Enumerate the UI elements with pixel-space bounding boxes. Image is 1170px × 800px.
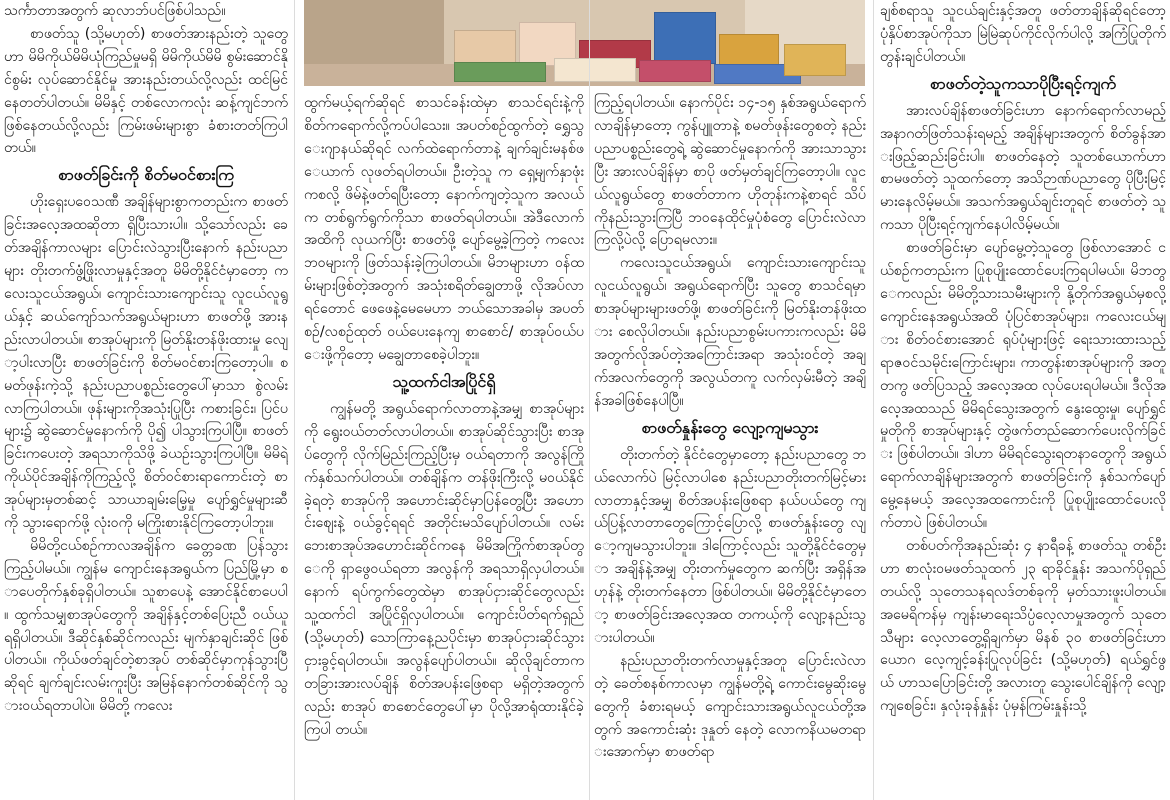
paragraph: မိမိတို့ငယ်စဉ်ကာလအချိန်က ခေတ္တခဏ ပြန်သွားကြည့်ပါမယ်။ ကျွန်မ ကျောင်းနေအရွယ်က ပြည်မြို့မှာ စာပေတိုက်နှစ်ခုရှိပါတယ်။ သူစာပေနဲ့ အောင်နိုင်စာပေပါ။ ထွက်သမျှစာအုပ်တွေကို အချိန်နှင့်တစ်ပြေးညီ ဝယ်ယူရရှိပါတယ်။ ဒီဆိုင်နှစ်ဆိုင်ကလည်း မျက်နှာချင်းဆိုင် ဖြစ်ပါတယ်။ ကိုယ်ဖတ်ချင်တဲ့စာအုပ် တစ်ဆိုင်မှာကုန်သွားပြီဆိုရင် ချက်ချင်းလမ်းကူးပြီး အမြန်နောက်တစ်ဆိုင်ကို သွားဝယ်ရတာပါပဲ။ မိမိတို့ ကလေး <box>4 537 288 715</box>
paragraph: နည်းပညာတိုးတက်လာမှုနှင့်အတူ ပြောင်းလဲလာတဲ့ ခေတ်စနစ်ကာလမှာ ကျွန်မတို့ရဲ့ ကောင်းမွေဆိုးမွေတွေကို ခံစားရမယ့် ကျောင်းသားအရွယ်လူငယ်တို့အတွက် အကောင်းဆုံး ဒုနှုတ် နေတဲ့ လောကနိယမတရားအောက်မှာ စာဖတ်ရာ <box>594 652 866 761</box>
column-divider <box>873 0 874 800</box>
section-heading: သူ့ထက်ငါအပြိုင်ရှိ <box>392 371 496 391</box>
paragraph: စာဖတ်သူ (သို့မဟုတ်) စာဖတ်အားနည်းတဲ့ သူတွေဟာ မိမိကိုယ်မိမိယုံကြည်မှုမရှိ မိမိကိုယ်မိမိ စွမ်းဆောင်နိုင်စွမ်း လုပ်ဆောင်နိုင်မှု အားနည်းတယ်လို့လည်း ထင်မြင်နေတတ်ပါတယ်။ မိမိနှင့် တစ်လောကလုံး ဆန့်ကျင်ဘက်ဖြစ်နေတယ်လို့လည်း ကြမ်းဖမ်းများစွာ ခံစားတတ်ကြပါတယ်။ <box>4 25 288 157</box>
paragraph: ကလေးသူငယ်အရွယ်၊ ကျောင်းသားကျောင်းသူ လူငယ်လူရွယ်၊ အရွယ်ရောက်ပြီး သူတွေ စာသင်ရမှာ စာအုပ်များများဖတ်ဖို့၊ စာဖတ်ခြင်းကို မြတ်နိုးတန်ဖိုးထား စေလိုပါတယ်။ နည်းပညာစွမ်းပကားကလည်း မိမိအတွက်လိုအပ်တဲ့အကြောင်းအရာ အသုံးဝင်တဲ့ အချက်အလက်တွေကို အလွယ်တကူ လက်လှမ်းမီတဲ့ အချိန်အခါဖြစ်နေပါပြီ။ <box>594 255 866 409</box>
book-stack <box>454 30 516 66</box>
book-stack <box>639 60 711 82</box>
book-stack <box>454 62 546 82</box>
paragraph: ကြည့်ရပါတယ်။ နောက်ပိုင်း ၁၄-၁၅ နှစ်အရွယ်ရောက်လာချိန်မှာတော့ ကွန်ပျူတာနဲ့ စမတ်ဖုန်းတွေစတဲ့ နည်းပညာပစ္စည်းတွေရဲ့ ဆွဲဆောင်မှုနောက်ကို အားသာသွားပြီး အားလပ်ချိန်မှာ စာပို ဖတ်မှတ်ချင်ကြတော့ပါ။ လူငယ်လူရွယ်တွေ စာဖတ်တာက ဟိုတုန်းကနဲ့စာရင် သိပ်ကိုနည်းသွားကြပြီ ဘဝနေထိုင်မှုပုံစံတွေ ပြောင်းလဲလာကြလို့ပဲလို့ ပြောရမလား။ <box>594 95 866 249</box>
book-stack <box>719 34 779 68</box>
paragraph: ကျွန်မတို့ အရွယ်ရောက်လာတာနဲ့အမျှ စာအုပ်များကို ရွေးဝယ်တတ်လာပါတယ်။ စာအုပ်ဆိုင်သွားပြီး စာအုပ်တွေကို လိုက်မြည်းကြည့်ပြီးမှ ဝယ်ရတာကို အလွန်ကြိုက်နှစ်သက်ပါတယ်။ တစ်ချိန်က တန်ဖိုးကြီးလို့ မဝယ်နိုင်ခဲ့ရတဲ့ စာအုပ်ကို အဟောင်းဆိုင်မှာပြန်တွေ့ပြီး အဟောင်းစျေးနဲ့ ဝယ်ခွင့်ရရင် အတိုင်းမသိပျော်ပါတယ်။ လမ်းဘေးစာအုပ်အဟောင်းဆိုင်ကနေ မိမိအကြိုက်စာအုပ်တွေကို ရှာဖွေဝယ်ရတာ အလွန်ကို အရသာရှိလှပါတယ်။ နောက် ရပ်ကွက်တွေထဲမှာ စာအုပ်ငှားဆိုင်တွေလည်း သူ့ထက်ငါ အပြိုင်ရှိလှပါတယ်။ ကျောင်းပိတ်ရက်ရှည် (သို့မဟုတ်) သောကြာနေ့ညပိုင်းမှာ စာအုပ်ငှားဆိုင်သွားငှားခွင့်ရပါတယ်။ အလွန်ပျော်ပါတယ်။ ဆိုလိုချင်တာက တခြားအားလပ်ချိန် စိတ်အပန်းဖြေစရာ မရှိတဲ့အတွက်လည်း စာအုပ် စာစောင်တွေပေါ်မှာ ပိုလို့အာရုံထားနိုင်ခဲ့ကြပါ တယ်။ <box>304 400 584 738</box>
bookstall-photo <box>304 0 865 86</box>
column-divider <box>589 0 590 800</box>
paragraph: အားလပ်ချိန်စာဖတ်ခြင်းဟာ နောက်ရောက်လာမည့် အနာဂတ်ဖြတ်သန်းရမည့် အချိန်များအတွက် စိတ်ခွန်အားဖြည့်ဆည်းခြင်းပါ။ စာဖတ်နေတဲ့ သူတစ်ယောက်ဟာ စာမဖတ်တဲ့ သူထက်တော့ အသိဉာဏ်ပညာတွေ ပိုပြီးမြင့်မားနေလိမ့်မယ်။ အသက်အရွယ်ချင်းတူရင် စာဖတ်တဲ့ သူကသာ ပိုပြီးရင့်ကျက်နေပါလိမ့်မယ်။ <box>880 102 1166 234</box>
section-heading: စာဖတ်တဲ့သူကသာပိုပြီးရင့်ကျက် <box>930 73 1116 93</box>
paragraph: ဟိုးရှေးပဝေသဏီ အချိန်များစွာကတည်းက စာဖတ်ခြင်းအလေ့အထဆိုတာ ရှိပြီးသားပါ။ သို့သော်လည်း ခေတ်အချိန်ကာလများ ပြောင်းလဲသွားပြီးနောက် နည်းပညာများ တိုးတက်ဖွံ့ဖြိုးလာမှုနှင့်အတူ မိမိတို့နိုင်ငံမှာတော့ ကလေးသူငယ်အရွယ်၊ ကျောင်းသားကျောင်းသူ လူငယ်လူရွယ်နှင့် ဆယ်ကျော်သက်အရွယ်များဟာ စာဖတ်ဖို့ အားနည်းလာပါတယ်။ စာအုပ်များကို မြတ်နိုးတန်ဖိုးထားမှု လျော့ပါးလာပြီး စာဖတ်ခြင်းကို စိတ်မဝင်စားကြတော့ပါ။ စမတ်ဖုန်းကဲ့သို့ နည်းပညာပစ္စည်းတွေပေါ်မှာသာ စွဲလမ်းလာကြပါတယ်။ ဖုန်းများကိုအသုံးပြုပြီး ကစားခြင်း၊ ပြင်ပများ၌ ဆွဲဆောင်မှုနောက်ကို ပို၍ ပါသွားကြပါပြီ။ စာဖတ်ခြင်းကပေးတဲ့ အရသာကိုသိဖို့ ခဲယဉ်းသွားကြပါပြီ။ မိမိရဲ့ ကိုယ်ပိုင်အချိန်ကိုကြည့်လို့ စိတ်ဝင်စားရာကောင်းတဲ့ စာအုပ်များမှတစ်ဆင့် သာယာချမ်းမြေ့မှု ပျော်ရွှင်မှုများဆီကို သွားရောက်ဖို့ လုံးဝကို မကြိုးစားနိုင်ကြတော့ပါဘူး။ <box>4 194 288 532</box>
section-heading: စာဖတ်ခြင်းကို စိတ်မဝင်စားကြ <box>58 165 234 185</box>
column-1 <box>4 0 288 800</box>
paragraph: သင်္ကာတာအတွက် ဆုလာဘ်ပင်ဖြစ်ပါသည်။ <box>4 3 226 19</box>
column-4 <box>880 0 1166 800</box>
book-stack <box>554 58 636 82</box>
paragraph: ထွက်မယ့်ရက်ဆိုရင် စာသင်ခန်းထဲမှာ စာသင်ရင်းနဲ့ကို စိတ်ကရောက်လို့ကပ်ပါသေး။ အပတ်စဉ်ထွက်တဲ့ ရွှေသွေးဂျာနယ်ဆိုရင် လက်ထဲရောက်တာနဲ့ ချက်ချင်းမနစ်ဖေယာက် လုဖတ်ရပါတယ်။ ဦးတဲ့သူ က ရှေ့မျက်နှာဖုံးကစလို့ ဖိမ်နဲ့ဖတ်ရပြီးတော့ နောက်ကျတဲ့သူက အလယ်က တစ်ရွက်ရွက်ကိုသာ စာဖတ်ရပါတယ်။ အဲဒီလောက်အထိကို လုယက်ပြီး စာဖတ်ဖို့ ပျော်မွေ့ခဲ့ကြတဲ့ ကလေးဘဝများကို ဖြတ်သန်းခဲ့ကြပါတယ်။ မိဘများဟာ ဝန်ထမ်းများဖြစ်တဲ့အတွက် အသုံးစရိတ်ချွေတာဖို့ လိုအပ်လာရင်တောင် ဖေဖေနဲ့မေမေဟာ ဘယ်သောအခါမှ အပတ်စဉ်/လစဉ်ထုတ် ဝယ်ပေးနေကျ စာစောင်/ စာအုပ်ဝယ်ပေးဖို့ကိုတော့ မချွေတာစေခဲ့ပါဘူး။ <box>304 95 584 363</box>
paragraph: တစ်ပတ်ကိုအနည်းဆုံး ၄ နာရီခန့် စာဖတ်သူ တစ်ဦးဟာ စာလုံးဝမဖတ်သူထက် ၂၃ ရာခိုင်နှုန်း အသက်ပိုရှည်တယ်လို့ သုတေသနရလဒ်တစ်ခုကို မှတ်သားဖူးပါတယ်။ အမေရိကန်မှ ကျန်းမာရေးသိပ္ပံလေ့လာမှုအတွက် သုတေသီများ လေ့လာတွေ့ရှိချက်မှာ မိနစ် ၃၀ စာဖတ်ခြင်းဟာ ယောဂ လေ့ကျင့်ခန်းပြုလုပ်ခြင်း (သို့မဟုတ်) ရယ်ရွှင်ဖွယ် ဟာသပြောခြင်းတို့ အလားတူ သွေးပေါင်ချိန်ကို လျော့ကျစေခြင်း၊ နှလုံးခုန်နှုန်း ပုံမှန်ကြမ်းနှုန်းသို့ <box>880 537 1166 715</box>
section-heading: စာဖတ်နှုန်းတွေ လျော့ကျမသွား <box>641 417 819 437</box>
paragraph: ချစ်စရာသူ သူငယ်ချင်းနှင့်အတူ ဖတ်တာချိန်ဆိုရင်တော့ ပုံနှိပ်စာအုပ်ကိုသာ မြဲမြဲဆုပ်ကိုင်လိုက်ပါလို့ အကြံပြုတိုက်တွန်းချင်ပါတယ်။ <box>880 3 1166 65</box>
book-stack <box>784 44 846 76</box>
book-stack <box>654 12 716 64</box>
column-divider <box>294 0 295 800</box>
column-3 <box>594 92 866 800</box>
paragraph: စာဖတ်ခြင်းမှာ ပျော်မွေ့တဲ့သူတွေ ဖြစ်လာအောင် ငယ်စဉ်ကတည်းက ပြုစုပျိုးထောင်ပေးကြရပါမယ်။ မိဘတွေကလည်း မိမိတို့သားသမီးများကို နို့တိုက်အရွယ်မှစလို့ ကျောင်းနေအရွယ်အထိ ပုံပြင်စာအုပ်များ၊ ကလေးငယ်များ စိတ်ဝင်စားအောင် ရုပ်ပုံများဖြင့် ရေးသားထားသည့် ရာဇဝင်သမိုင်းကြောင်းများ၊ ကာတွန်းစာအုပ်များကို အတူတကွ ဖတ်ပြသည့် အလေ့အထ လုပ်ပေးရပါမယ်။ ဒီလိုအလေ့အထသည် မိမိရင်သွေးအတွက် နွေးထွေးမှု၊ ပျော်ရွှင်မှုတိုကို စာအုပ်များနှင့် တွဲဖက်တည်ဆောက်ပေးလိုက်ခြင်း ဖြစ်ပါတယ်။ ဒါဟာ မိမိရင်သွေးရတနာတွေကို အရွယ်ရောက်လာချိန်များအတွက် စာဖတ်ခြင်းကို နှစ်သက်ပျော်မွေ့နေမယ့် အလေ့အထကောင်းကို ပြုစုပျိုးထောင်ပေးလိုက်တာပဲ ဖြစ်ပါတယ်။ <box>880 240 1166 532</box>
column-2 <box>304 92 584 800</box>
paragraph: တိုးတက်တဲ့ နိုင်ငံတွေမှာတော့ နည်းပညာတွေ ဘယ်လောက်ပဲ မြင့်လာပါစေ နည်းပညာတိုးတက်မြင့်မားလာတာနှင့်အမျှ စိတ်အပန်းဖြေစရာ နယ်ပယ်တွေ ကျယ်ပြန့်လာတာတွေကြောင့်ပြောလို့ စာဖတ်နှုန်းတွေ လျော့ကျမသွားပါဘူး။ ဒါကြောင့်လည်း သူတို့နိုင်ငံတွေမှာ အချိန်နဲ့အမျှ တိုးတက်မှုတွေက ဆက်ပြီး အရှိန်အဟုန်နဲ့ တိုးတက်နေတာ ဖြစ်ပါတယ်။ မိမိတို့နိုင်ငံမှာတော့ စာဖတ်ခြင်းအလေ့အထ တကယ့်ကို လျော့နည်းသွားပါတယ်။ <box>594 446 866 646</box>
